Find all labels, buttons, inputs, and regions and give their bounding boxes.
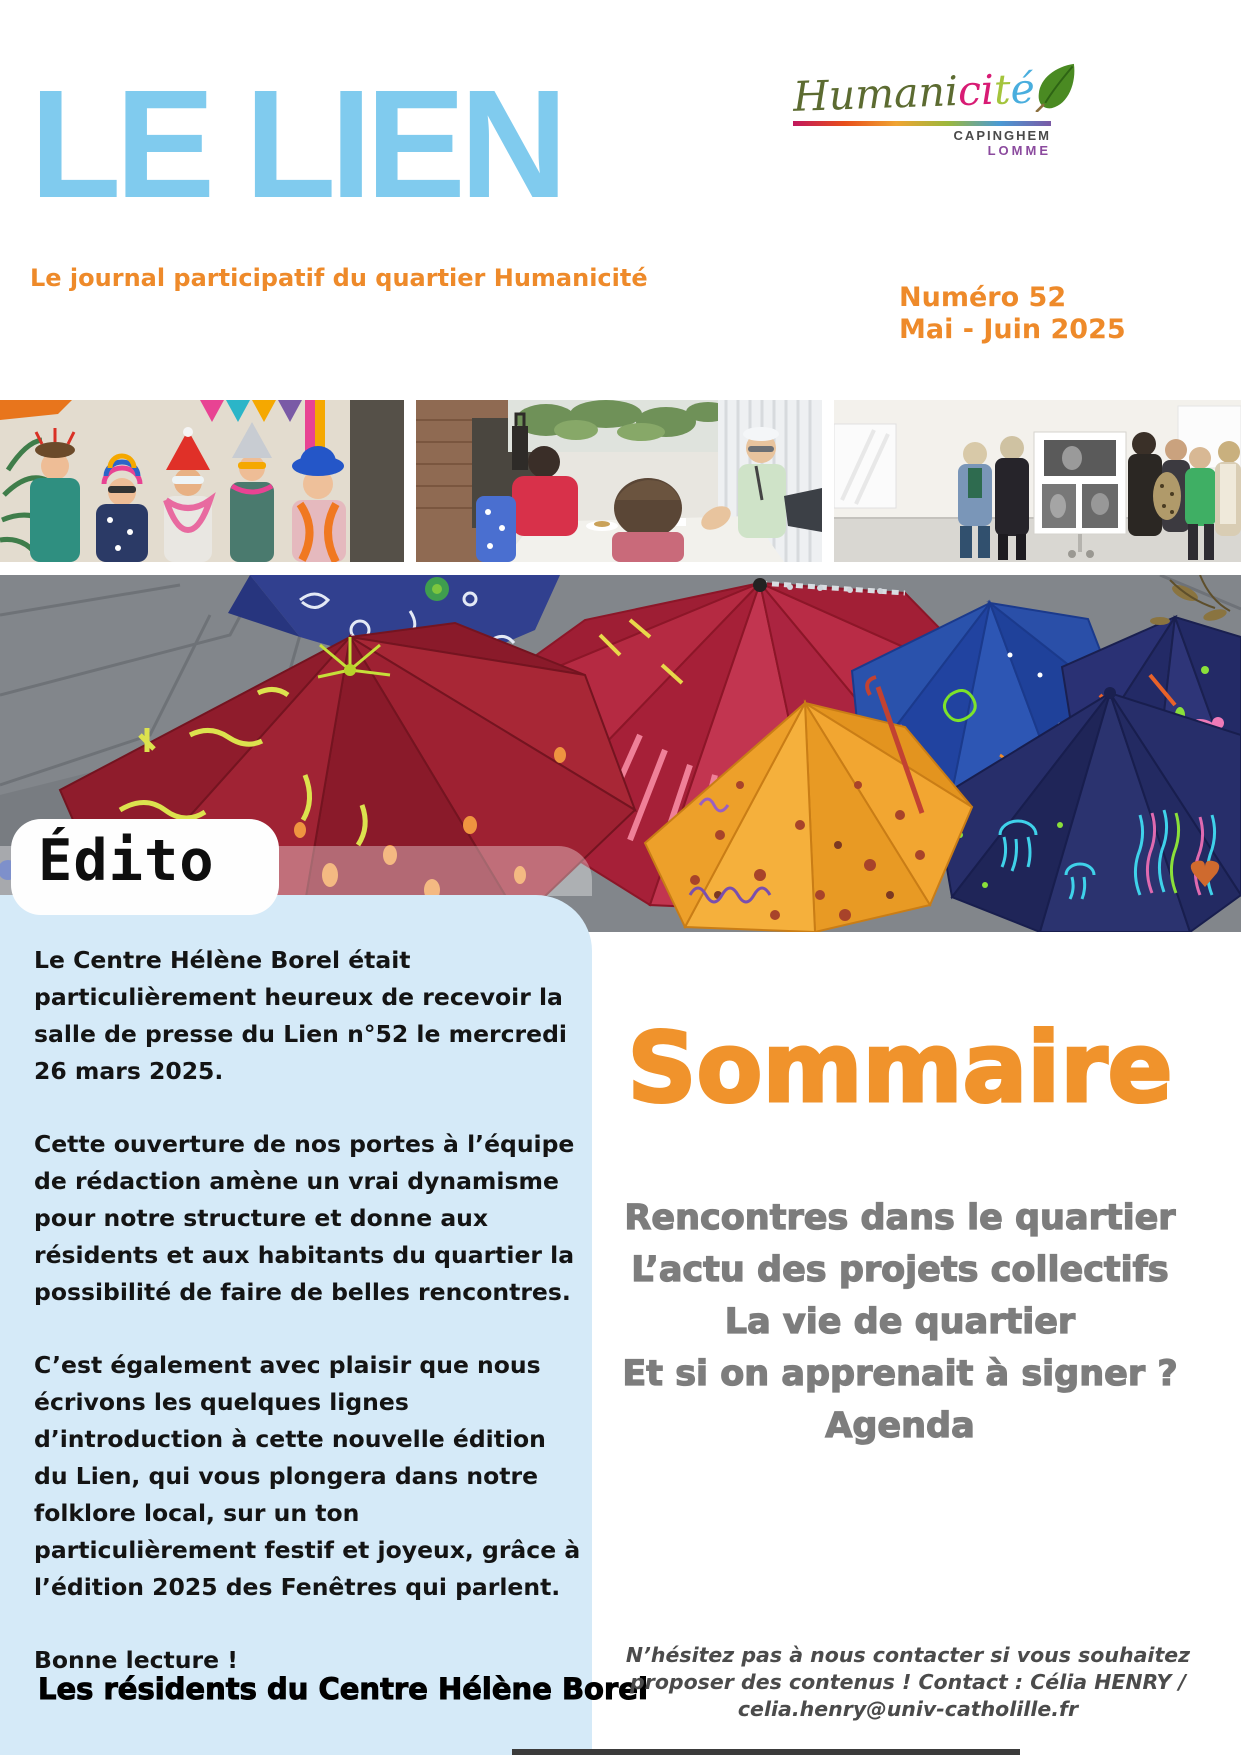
edito-heading: Édito bbox=[38, 828, 215, 894]
edito-paragraph: Cette ouverture de nos portes à l’équipe de rédaction amène un vrai dynamisme pour notre structure et donne aux résidents et aux habitants du quartier la possibilité de faire de belles rencontres. bbox=[34, 1130, 575, 1306]
sommaire-item: L’actu des projets collectifs bbox=[631, 1250, 1169, 1290]
sommaire-item: Et si on apprenait à signer ? bbox=[622, 1354, 1178, 1394]
edito-closing: Bonne lecture ! bbox=[34, 1646, 238, 1674]
logo-wordmark bbox=[792, 64, 1071, 121]
sommaire-item: Rencontres dans le quartier bbox=[624, 1198, 1176, 1238]
logo-segment: é bbox=[1009, 64, 1036, 114]
humanicite-logo bbox=[792, 64, 1071, 158]
issue-info bbox=[899, 282, 1126, 346]
logo-segment: ci bbox=[957, 65, 995, 116]
logo-segment: Humani bbox=[792, 67, 959, 121]
page-title: LE LIEN bbox=[30, 58, 562, 230]
sommaire-title: Sommaire bbox=[627, 1012, 1173, 1124]
footer-bar bbox=[512, 1749, 1020, 1755]
logo-caption-town1: CAPINGHEM bbox=[953, 128, 1051, 143]
edito-body bbox=[34, 942, 586, 1715]
edito-signature: Les résidents du Centre Hélène Borel bbox=[38, 1672, 648, 1706]
page-subtitle: Le journal participatif du quartier Humanicité bbox=[30, 264, 648, 292]
issue-number: Numéro 52 bbox=[899, 282, 1067, 313]
issue-period: Mai - Juin 2025 bbox=[899, 314, 1126, 345]
sommaire-list bbox=[570, 1192, 1230, 1452]
logo-gradient-bar bbox=[793, 121, 1051, 126]
sommaire-item: La vie de quartier bbox=[724, 1302, 1076, 1342]
logo-segment: t bbox=[993, 65, 1012, 114]
photo-gallery-visit bbox=[834, 400, 1241, 562]
logo-caption bbox=[793, 128, 1051, 158]
logo-caption-town2: LOMME bbox=[987, 143, 1051, 158]
leaf-icon bbox=[1031, 60, 1083, 112]
photo-party-group bbox=[0, 400, 404, 562]
edito-paragraph: Le Centre Hélène Borel était particulièrement heureux de recevoir la salle de presse du Lien n°52 le mercredi 26 mars 2025. bbox=[34, 946, 567, 1085]
photo-press-meeting bbox=[416, 400, 822, 562]
sommaire-item: Agenda bbox=[825, 1406, 975, 1446]
contact-note: N’hésitez pas à nous contacter si vous souhaitez proposer des contenus ! Contact : Célia HENRY / celia.henry@univ-catholille.fr bbox=[625, 1643, 1191, 1721]
edito-paragraph: C’est également avec plaisir que nous écrivons les quelques lignes d’introduction à cette nouvelle édition du Lien, qui vous plongera dans notre folklore local, sur un ton particulièrement festif et joyeux, grâce à l’édition 2025 des Fenêtres qui parlent. bbox=[34, 1351, 581, 1601]
